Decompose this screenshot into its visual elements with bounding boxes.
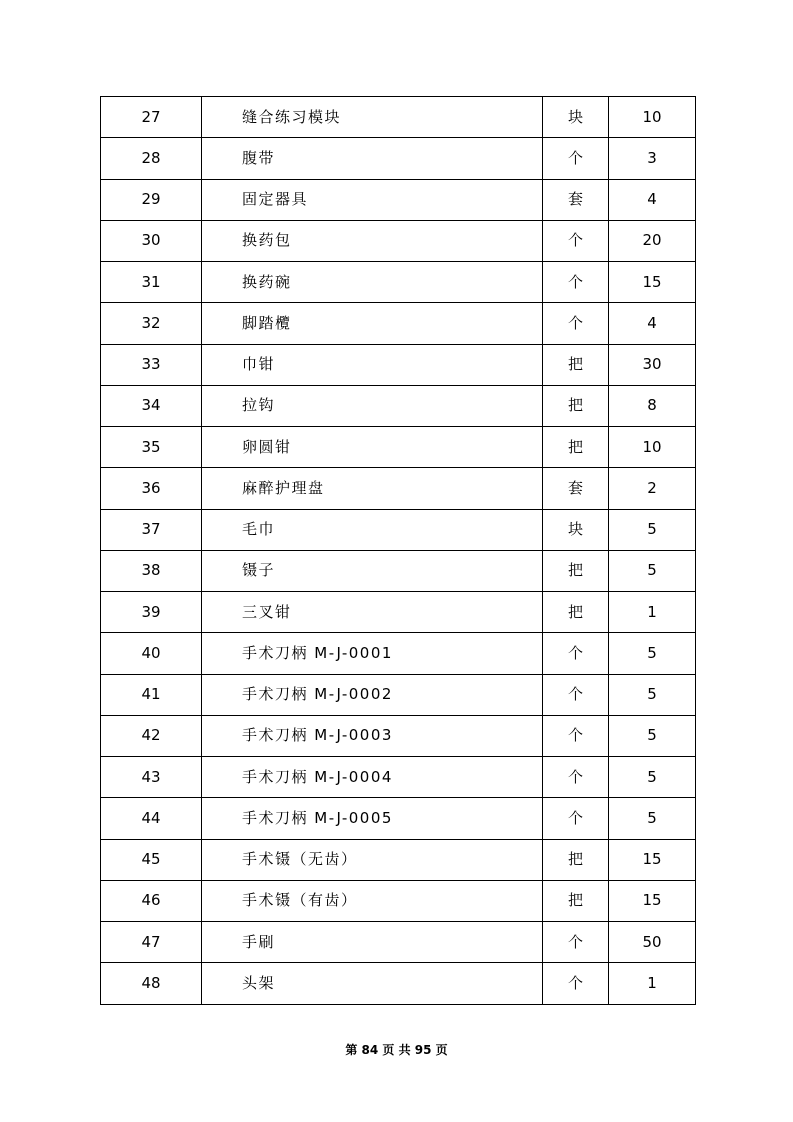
unit-text: 把 bbox=[567, 602, 583, 621]
table-row bbox=[101, 715, 696, 756]
item-name-text: 手术刀柄 M-J-0005 bbox=[242, 808, 393, 827]
quantity-text: 5 bbox=[647, 561, 657, 580]
item-name-cell bbox=[202, 509, 543, 550]
table-row bbox=[101, 468, 696, 509]
quantity-text: 1 bbox=[647, 973, 657, 992]
table-row bbox=[101, 509, 696, 550]
item-name-cell bbox=[202, 179, 543, 220]
quantity-text: 5 bbox=[647, 726, 657, 745]
unit-text: 个 bbox=[567, 313, 583, 332]
table-row bbox=[101, 138, 696, 179]
quantity-text: 4 bbox=[647, 190, 657, 209]
row-number-cell bbox=[101, 509, 202, 550]
quantity-cell bbox=[609, 509, 696, 550]
table-row bbox=[101, 262, 696, 303]
quantity-text: 30 bbox=[642, 355, 662, 374]
item-name-text: 卵圆钳 bbox=[242, 437, 292, 456]
unit-cell bbox=[543, 922, 609, 963]
quantity-text: 5 bbox=[647, 808, 657, 827]
row-number-text: 41 bbox=[141, 685, 161, 704]
unit-cell bbox=[543, 798, 609, 839]
row-number-text: 27 bbox=[141, 107, 161, 126]
unit-cell bbox=[543, 674, 609, 715]
quantity-text: 4 bbox=[647, 313, 657, 332]
quantity-text: 15 bbox=[642, 850, 662, 869]
unit-cell bbox=[543, 880, 609, 921]
row-number-cell bbox=[101, 674, 202, 715]
table-row bbox=[101, 592, 696, 633]
item-name-text: 手术刀柄 M-J-0004 bbox=[242, 767, 393, 786]
item-name-cell bbox=[202, 385, 543, 426]
row-number-text: 28 bbox=[141, 148, 161, 167]
item-name-text: 换药包 bbox=[242, 231, 292, 250]
row-number-text: 47 bbox=[141, 932, 161, 951]
row-number-cell bbox=[101, 344, 202, 385]
table-row bbox=[101, 385, 696, 426]
page-footer: 第 84 页 共 95 页 bbox=[345, 1043, 448, 1057]
quantity-text: 8 bbox=[647, 396, 657, 415]
row-number-cell bbox=[101, 798, 202, 839]
row-number-cell bbox=[101, 138, 202, 179]
quantity-cell bbox=[609, 303, 696, 344]
item-name-text: 腹带 bbox=[242, 148, 276, 167]
row-number-cell bbox=[101, 592, 202, 633]
quantity-cell bbox=[609, 97, 696, 138]
unit-text: 个 bbox=[567, 808, 583, 827]
row-number-text: 43 bbox=[141, 767, 161, 786]
table-row bbox=[101, 220, 696, 261]
item-name-cell bbox=[202, 757, 543, 798]
item-name-cell bbox=[202, 715, 543, 756]
item-name-text: 手术镊（无齿） bbox=[242, 850, 358, 869]
item-name-cell bbox=[202, 592, 543, 633]
row-number-cell bbox=[101, 963, 202, 1004]
unit-cell bbox=[543, 344, 609, 385]
unit-cell bbox=[543, 220, 609, 261]
row-number-text: 38 bbox=[141, 561, 161, 580]
table-row bbox=[101, 303, 696, 344]
row-number-cell bbox=[101, 839, 202, 880]
table-row bbox=[101, 97, 696, 138]
equipment-table bbox=[100, 96, 696, 1005]
item-name-text: 麻醉护理盘 bbox=[242, 478, 325, 497]
item-name-cell bbox=[202, 839, 543, 880]
table-row bbox=[101, 839, 696, 880]
unit-cell bbox=[543, 138, 609, 179]
quantity-cell bbox=[609, 179, 696, 220]
unit-text: 把 bbox=[567, 396, 583, 415]
item-name-text: 手术刀柄 M-J-0003 bbox=[242, 726, 393, 745]
quantity-cell bbox=[609, 839, 696, 880]
row-number-text: 32 bbox=[141, 313, 161, 332]
table-row bbox=[101, 922, 696, 963]
unit-text: 个 bbox=[567, 932, 583, 951]
quantity-text: 5 bbox=[647, 520, 657, 539]
unit-text: 个 bbox=[567, 726, 583, 745]
row-number-cell bbox=[101, 757, 202, 798]
table-row bbox=[101, 757, 696, 798]
item-name-cell bbox=[202, 880, 543, 921]
row-number-text: 36 bbox=[141, 478, 161, 497]
quantity-cell bbox=[609, 427, 696, 468]
table-row bbox=[101, 880, 696, 921]
unit-text: 个 bbox=[567, 272, 583, 291]
unit-cell bbox=[543, 468, 609, 509]
unit-cell bbox=[543, 179, 609, 220]
quantity-cell bbox=[609, 592, 696, 633]
item-name-cell bbox=[202, 963, 543, 1004]
row-number-cell bbox=[101, 633, 202, 674]
quantity-text: 15 bbox=[642, 891, 662, 910]
quantity-text: 5 bbox=[647, 643, 657, 662]
item-name-cell bbox=[202, 220, 543, 261]
table-row bbox=[101, 674, 696, 715]
item-name-cell bbox=[202, 922, 543, 963]
unit-cell bbox=[543, 509, 609, 550]
row-number-text: 44 bbox=[141, 808, 161, 827]
item-name-text: 镊子 bbox=[242, 561, 276, 580]
item-name-text: 换药碗 bbox=[242, 272, 292, 291]
quantity-cell bbox=[609, 674, 696, 715]
table-body bbox=[101, 97, 696, 1005]
item-name-text: 毛巾 bbox=[242, 520, 276, 539]
quantity-cell bbox=[609, 963, 696, 1004]
quantity-cell bbox=[609, 220, 696, 261]
row-number-text: 46 bbox=[141, 891, 161, 910]
row-number-text: 42 bbox=[141, 726, 161, 745]
unit-text: 套 bbox=[567, 190, 583, 209]
quantity-cell bbox=[609, 385, 696, 426]
unit-cell bbox=[543, 303, 609, 344]
quantity-text: 10 bbox=[642, 437, 662, 456]
item-name-cell bbox=[202, 468, 543, 509]
unit-text: 套 bbox=[567, 478, 583, 497]
quantity-text: 3 bbox=[647, 148, 657, 167]
row-number-text: 31 bbox=[141, 272, 161, 291]
unit-cell bbox=[543, 963, 609, 1004]
item-name-text: 巾钳 bbox=[242, 355, 276, 374]
unit-text: 个 bbox=[567, 231, 583, 250]
row-number-text: 30 bbox=[141, 231, 161, 250]
row-number-cell bbox=[101, 550, 202, 591]
item-name-text: 拉钩 bbox=[242, 396, 276, 415]
quantity-text: 5 bbox=[647, 685, 657, 704]
row-number-cell bbox=[101, 97, 202, 138]
quantity-cell bbox=[609, 757, 696, 798]
item-name-cell bbox=[202, 344, 543, 385]
unit-text: 把 bbox=[567, 561, 583, 580]
item-name-cell bbox=[202, 138, 543, 179]
row-number-text: 37 bbox=[141, 520, 161, 539]
unit-text: 个 bbox=[567, 973, 583, 992]
quantity-text: 15 bbox=[642, 272, 662, 291]
quantity-text: 10 bbox=[642, 107, 662, 126]
quantity-cell bbox=[609, 880, 696, 921]
table-row bbox=[101, 963, 696, 1004]
item-name-text: 三叉钳 bbox=[242, 602, 292, 621]
item-name-text: 脚踏欖 bbox=[242, 313, 292, 332]
quantity-cell bbox=[609, 550, 696, 591]
table-row bbox=[101, 798, 696, 839]
row-number-cell bbox=[101, 303, 202, 344]
item-name-text: 固定器具 bbox=[242, 190, 309, 209]
quantity-text: 1 bbox=[647, 602, 657, 621]
row-number-text: 39 bbox=[141, 602, 161, 621]
row-number-cell bbox=[101, 468, 202, 509]
quantity-cell bbox=[609, 633, 696, 674]
quantity-text: 50 bbox=[642, 932, 662, 951]
row-number-text: 29 bbox=[141, 190, 161, 209]
row-number-text: 33 bbox=[141, 355, 161, 374]
row-number-text: 40 bbox=[141, 643, 161, 662]
quantity-cell bbox=[609, 138, 696, 179]
item-name-cell bbox=[202, 303, 543, 344]
item-name-text: 手刷 bbox=[242, 932, 276, 951]
row-number-text: 34 bbox=[141, 396, 161, 415]
row-number-text: 35 bbox=[141, 437, 161, 456]
row-number-text: 45 bbox=[141, 850, 161, 869]
unit-text: 块 bbox=[567, 520, 583, 539]
table-row bbox=[101, 550, 696, 591]
row-number-cell bbox=[101, 179, 202, 220]
unit-cell bbox=[543, 715, 609, 756]
quantity-text: 20 bbox=[642, 231, 662, 250]
unit-cell bbox=[543, 427, 609, 468]
row-number-cell bbox=[101, 427, 202, 468]
row-number-cell bbox=[101, 220, 202, 261]
unit-text: 把 bbox=[567, 850, 583, 869]
item-name-cell bbox=[202, 798, 543, 839]
unit-text: 把 bbox=[567, 437, 583, 456]
item-name-text: 手术刀柄 M-J-0002 bbox=[242, 685, 393, 704]
row-number-cell bbox=[101, 262, 202, 303]
table-row bbox=[101, 344, 696, 385]
item-name-cell bbox=[202, 97, 543, 138]
quantity-cell bbox=[609, 922, 696, 963]
unit-cell bbox=[543, 757, 609, 798]
quantity-text: 2 bbox=[647, 478, 657, 497]
quantity-cell bbox=[609, 715, 696, 756]
row-number-cell bbox=[101, 922, 202, 963]
quantity-cell bbox=[609, 344, 696, 385]
table-row bbox=[101, 633, 696, 674]
unit-cell bbox=[543, 839, 609, 880]
row-number-cell bbox=[101, 715, 202, 756]
unit-cell bbox=[543, 385, 609, 426]
unit-text: 把 bbox=[567, 355, 583, 374]
unit-cell bbox=[543, 97, 609, 138]
unit-cell bbox=[543, 262, 609, 303]
unit-cell bbox=[543, 550, 609, 591]
quantity-text: 5 bbox=[647, 767, 657, 786]
item-name-text: 头架 bbox=[242, 973, 276, 992]
unit-cell bbox=[543, 633, 609, 674]
row-number-cell bbox=[101, 880, 202, 921]
unit-cell bbox=[543, 592, 609, 633]
quantity-cell bbox=[609, 798, 696, 839]
item-name-cell bbox=[202, 674, 543, 715]
item-name-text: 手术镊（有齿） bbox=[242, 891, 358, 910]
item-name-text: 手术刀柄 M-J-0001 bbox=[242, 643, 393, 662]
unit-text: 块 bbox=[567, 107, 583, 126]
item-name-cell bbox=[202, 262, 543, 303]
unit-text: 把 bbox=[567, 891, 583, 910]
unit-text: 个 bbox=[567, 148, 583, 167]
row-number-text: 48 bbox=[141, 973, 161, 992]
unit-text: 个 bbox=[567, 767, 583, 786]
row-number-cell bbox=[101, 385, 202, 426]
quantity-cell bbox=[609, 468, 696, 509]
quantity-cell bbox=[609, 262, 696, 303]
unit-text: 个 bbox=[567, 643, 583, 662]
item-name-text: 缝合练习模块 bbox=[242, 107, 342, 126]
item-name-cell bbox=[202, 633, 543, 674]
item-name-cell bbox=[202, 427, 543, 468]
unit-text: 个 bbox=[567, 685, 583, 704]
table-row bbox=[101, 179, 696, 220]
table-row bbox=[101, 427, 696, 468]
item-name-cell bbox=[202, 550, 543, 591]
